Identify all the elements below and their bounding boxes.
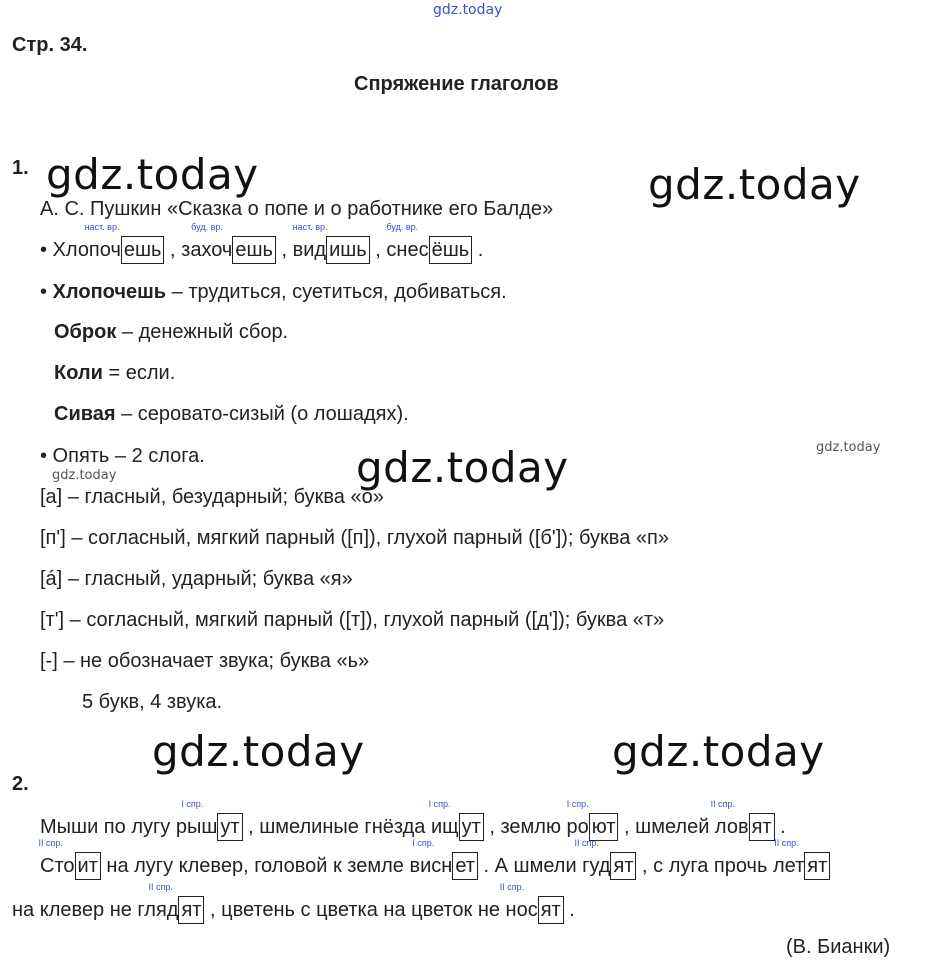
poem-line-1: Мыши по лугу рыш I спр. ут , шмелиные гнёзда ищ I спр. ут , землю ро I спр. ют , шмелей лов II спр. ят . — [40, 813, 786, 841]
definition-3: Коли = если. — [54, 362, 176, 384]
conjugation-label: II спр. — [774, 838, 799, 848]
verb-ending — [38, 838, 101, 880]
ending-box: ёшь — [429, 236, 473, 264]
phonetic-2: [п'] – согласный, мягкий парный ([п]), глухой парный ([б']); буква «п» — [40, 527, 669, 549]
verbs-line: • наст. вр. Хлопоч ешь , буд. вр. захоч ешь , наст. вр. вид ишь , буд. вр. снес ёшь . — [40, 236, 483, 264]
ending-box: ишь — [326, 236, 370, 264]
conjugation-label: I спр. — [566, 799, 589, 809]
tense-label: буд. вр. — [191, 222, 223, 232]
watermark-big-4: gdz.today — [152, 727, 365, 776]
ending-box: ят — [749, 813, 775, 841]
ending-box: ешь — [121, 236, 165, 264]
watermark-small-right: gdz.today — [816, 440, 881, 455]
conjugation-label: II спр. — [148, 882, 173, 892]
phonetic-4: [т'] – согласный, мягкий парный ([т]), глухой парный ([д']); буква «т» — [40, 609, 665, 631]
bullet: • — [40, 239, 48, 261]
verb-4: буд. вр. снес ёшь — [386, 236, 472, 264]
exercise-1-number: 1. — [12, 157, 29, 179]
watermark-big-3: gdz.today — [356, 443, 569, 492]
page-title: Спряжение глаголов — [354, 73, 559, 95]
ending-box: ут — [459, 813, 484, 841]
conjugation-label: I спр. — [428, 799, 451, 809]
verb-2: буд. вр. захоч ешь — [181, 236, 276, 264]
ending-box: ют — [589, 813, 619, 841]
verb-ending — [774, 838, 830, 880]
conjugation-label: II спр. — [499, 882, 525, 892]
exercise-2-number: 2. — [12, 773, 29, 795]
ending-box: ешь — [232, 236, 276, 264]
ending-box: ит — [75, 852, 101, 880]
ending-box: ут — [217, 813, 242, 841]
definition-2: Оброк – денежный сбор. — [54, 321, 289, 343]
definition-1: • Хлопочешь – трудиться, суетиться, добиваться. — [40, 281, 507, 303]
opyat-line: • Опять – 2 слога. — [40, 445, 205, 467]
verb-ending — [499, 882, 564, 924]
verb-1: наст. вр. Хлопоч ешь — [53, 236, 165, 264]
phonetic-3: [á] – гласный, ударный; буква «я» — [40, 568, 353, 590]
tense-label: буд. вр. — [386, 222, 419, 232]
author: (В. Бианки) — [786, 936, 891, 958]
ending-box: ят — [178, 896, 204, 924]
watermark-big-5: gdz.today — [612, 727, 825, 776]
verb-3: наст. вр. вид ишь — [293, 236, 370, 264]
verb-ending — [412, 838, 478, 880]
poem-line-3: на клевер не гляд II спр. ят , цветень с цветка на цветок не нос II спр. ят . — [12, 896, 575, 924]
phonetic-5: [-] – не обозначает звука; буква «ь» — [40, 650, 370, 672]
conjugation-label: I спр. — [412, 838, 435, 848]
conjugation-label: II спр. — [710, 799, 735, 809]
verb-ending — [710, 799, 775, 841]
verb-ending — [574, 838, 636, 880]
verb-ending — [181, 799, 242, 841]
page-label: Стр. 34. — [12, 34, 88, 56]
conjugation-label: II спр. — [574, 838, 599, 848]
summary: 5 букв, 4 звука. — [82, 691, 223, 713]
ending-box: ят — [804, 852, 830, 880]
phonetic-1: [а] – гласный, безударный; буква «о» — [40, 486, 384, 508]
verb-ending — [428, 799, 484, 841]
tense-label: наст. вр. — [292, 222, 328, 232]
verb-ending — [148, 882, 204, 924]
watermark-big-1: gdz.today — [46, 150, 259, 199]
watermark-big-2: gdz.today — [648, 160, 861, 209]
ending-box: ет — [452, 852, 478, 880]
conjugation-label: I спр. — [181, 799, 204, 809]
tense-label: наст. вр. — [84, 222, 120, 232]
verb-ending — [566, 799, 619, 841]
ending-box: ят — [538, 896, 564, 924]
exercise-1-source: А. С. Пушкин «Сказка о попе и о работнике его Балде» — [40, 198, 554, 220]
watermark-small-left: gdz.today — [52, 468, 117, 483]
ending-box: ят — [610, 852, 636, 880]
poem-line-2: Сто II спр. ит на лугу клевер, головой к земле висн I спр. ет . А шмели гуд II спр. ят , с луга прочь лет II спр. ят — [40, 852, 830, 880]
watermark-top: gdz.today — [433, 2, 503, 18]
definition-4: Сивая – серовато-сизый (о лошадях). — [54, 403, 409, 425]
conjugation-label: II спр. — [38, 838, 63, 848]
